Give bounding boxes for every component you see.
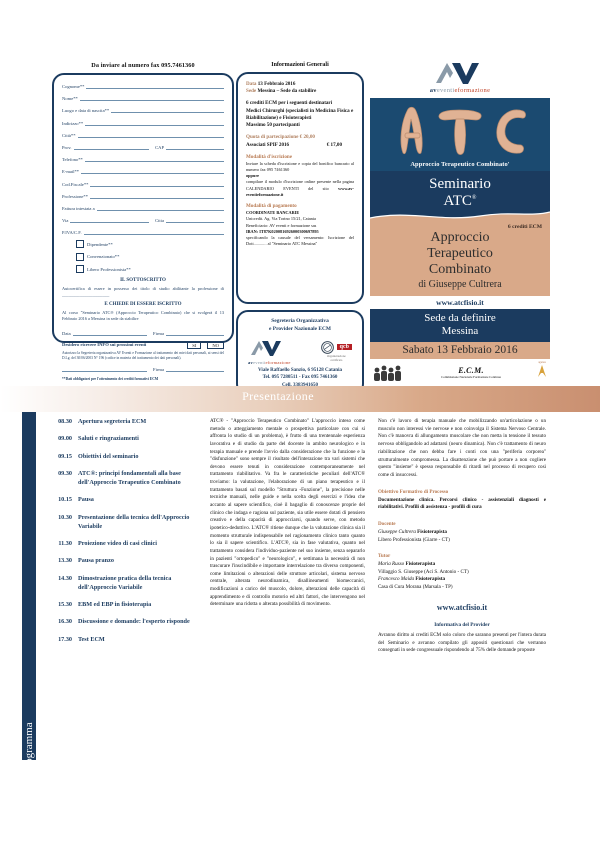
schedule-row (46, 618, 201, 627)
field-luogo-data-nascita[interactable] (62, 106, 224, 113)
field-citta[interactable] (62, 131, 224, 138)
field-label: Nome** (62, 96, 78, 102)
schedule-row (46, 601, 201, 610)
info-iban: IBAN: IT87K0200816926000300697895 (246, 228, 319, 234)
obiettivo-heading: Obiettivo Formativo di Processo (378, 488, 449, 495)
info-quota-row (246, 134, 354, 141)
field-label: Fattura intestata a (62, 205, 95, 211)
checkbox-convenzionato[interactable] (76, 253, 224, 261)
schedule-row (46, 453, 201, 462)
tutor-1-row (378, 561, 546, 569)
checkbox-label: Dipendente** (87, 241, 113, 247)
tutor-1-name: Maria Russo (378, 561, 405, 568)
schedule-text: Saluti e ringraziamenti (78, 435, 139, 443)
schedule-time: 09.00 (58, 435, 72, 443)
obiettivo-text: Documentazione clinica. Percorsi clinico - assistenziali diagnosti e riabilitativi. Profili di assistenza - profili di cura (378, 496, 546, 511)
schedule-row (46, 575, 201, 593)
schedule-row (46, 470, 201, 488)
info-iscrizione-text2 (246, 179, 354, 198)
field-label: Prov. (62, 144, 72, 150)
av-logo (248, 338, 291, 365)
tutor-heading: Tutor (378, 553, 391, 560)
schedule-row (46, 514, 201, 532)
field-prov-cap[interactable] (62, 143, 224, 150)
info-title: Informazioni Generali (271, 62, 329, 68)
input-rule-firma[interactable] (166, 329, 224, 336)
right-text-column (378, 418, 546, 655)
ecm-text-block (406, 366, 536, 379)
input-rule[interactable] (80, 94, 224, 101)
poster-column (370, 60, 550, 384)
chiede-heading: E CHIEDE DI ESSERE ISCRITTO (104, 301, 182, 307)
schedule-text: Test ECM (78, 635, 105, 643)
wave-divider-icon (370, 209, 550, 225)
tutor-2-detail: Casa di Cura Morana (Marsala - TP) (378, 584, 453, 591)
poster-sede-line1: Sede da definire (424, 312, 496, 325)
cert-label-2: certificata (330, 357, 343, 362)
info-oppure: oppure (246, 173, 260, 179)
checkbox-icon[interactable] (76, 240, 84, 248)
registration-form-box[interactable] (52, 73, 234, 382)
sottoscritto-text: Autocertifica di essere in possesso dei titolo di studio abilitante la professione di ______________________ (62, 285, 224, 298)
schedule-time: 16.30 (58, 618, 72, 626)
qcb-logo-icon: qcb (337, 344, 352, 350)
info-data-value: 13 Febbraio 2016 (257, 81, 296, 87)
input-rule-cap[interactable] (166, 143, 224, 150)
info-column (236, 62, 364, 396)
schedule-text: Discussione e domande: l'esperto risponde (78, 618, 190, 626)
info-associati-label: Associati SPIF 2016 (246, 141, 290, 148)
field-label: Cod.Fiscale** (62, 181, 89, 187)
agenas-logo (536, 361, 548, 383)
ecm-people-icon (372, 362, 406, 382)
poster-seminario-line1: Seminario (429, 176, 491, 192)
field-label: E-mail** (62, 169, 80, 175)
info-iscrizione-text: Inviare la scheda d'iscrizione e copia del bonifico bancario al numero fax 095 7461360 (246, 160, 354, 172)
field-label-data: Data (62, 330, 71, 336)
av-logo-text-formazione: eformazione (265, 359, 291, 365)
agenas-icon (536, 364, 548, 378)
schedule-text: Proiezione video di casi clinici (78, 539, 157, 547)
segreteria-phone: Tel. 095 7280511 - Fax 095 7461360 (262, 375, 338, 381)
segreteria-box (236, 310, 364, 396)
field-label-firma: Firma (153, 330, 164, 336)
presentazione-paragraph: ATC® - "Approccio Terapeutico Combinato" L'approccio inteso come metodo o atteggiamento mentale o prospettiva particolare con cui si affronta lo studio di un problema), è frutto di una trentennale esperienza lavorativa e di studio da parte del docente in ambito neurologico e in terapia manuale e prende l'avvio dalla considerazione che la funzione e la "disfunzione" sono sempre il risultato dell'interazione tra vari sistemi che devono essere tenuti in considerazione contemporaneamente nel trattamento riabilitativo. Va fra le caratteristiche peculiari dell'ATC® troviamo: la valutazione, l'elaborazione di un piano terapeutico e il trattamento basati sul modello "Struttura -Funzione", la precisione nelle tecniche manuali, nelle guide e nella scelta degli esercizi e l'idea che accanto al sapere scientifico, cioè il bagaglio di conoscenze proprie del clinico che indaga e ragiona sul paziente, sia utile essere dotati di pensiero creativo e della capacità di approcciarsi, quando serve, con metodo ipotetico-deduttivo. L'ATC® ritiene dunque che la valutazione clinica sia il momento strutturale indispensabile nel ragionamento clinico tanto quanto lo sia il sapere scientifico. L'ATC®, sia in fase valutativa, quanto nel trattamento considera l'individuo-paziente nel suo insieme, senza separarlo in pazienti "ortopedico" e "neurologico", e settimana la necessità di non trascurare l'inscindibile e importante interrelazione tra diverso componenti, come limitazioni o alterazioni delle strutture articolari, sistema nervoso centrale, alterata neurodinamica, disallineamenti biomeccanici, modificazioni a carico del muscolo, dolore, alterazioni delle capacità di apprendimento e di controllo motorio ed altri fattori, che intervengono nel determinare una ridotta o alterata possibilità di movimento. (210, 418, 365, 608)
field-label: Luogo e data di nascita** (62, 108, 110, 114)
checkbox-icon[interactable] (76, 265, 84, 273)
schedule-time: 09.15 (58, 452, 72, 460)
info-coordinate-heading: COORDINATE BANCARIE (246, 210, 300, 216)
field-label: Professione** (62, 193, 89, 199)
schedule-time: 11.30 (58, 539, 72, 547)
field-label-cap: CAP (155, 144, 164, 150)
av-logo-text-av: av (248, 359, 253, 365)
tutor-2-name: Francesco Maida (378, 576, 415, 583)
docente-detail: Libero Professionista (Giarre - CT) (378, 536, 450, 543)
schedule-time: 09.30 (58, 470, 72, 478)
schedule-text: EBM ed EBP in fisioterapia (78, 600, 152, 608)
poster-av-logo (370, 60, 550, 94)
info-crediti-line: 6 crediti ECM per i seguenti destinatari (246, 100, 333, 107)
info-iscrizione-site[interactable]: www.av-eventieformazione.it (246, 185, 354, 197)
poster-date: Sabato 13 Febbraio 2016 (370, 342, 550, 359)
info-iscrizione-text2-body: compilare il modulo d'iscrizione online presente nella pagina CALENDARIO EVENTI del sito (246, 179, 354, 191)
schedule-time: 15.30 (58, 600, 72, 608)
poster-seminario-block (370, 171, 550, 224)
schedule-row (46, 636, 201, 645)
docente-heading: Docente (378, 521, 396, 528)
input-rule[interactable] (111, 106, 224, 113)
input-rule-citta[interactable] (166, 216, 224, 223)
schedule-text: Dimostrazione pratica della tecnica dell'Approccio Variabile (78, 574, 172, 591)
av-logo-icon (248, 338, 288, 358)
ecm-title: E.C.M. (458, 365, 484, 375)
info-massimo: Massimo 50 partecipanti (246, 122, 300, 129)
certification-logos (321, 341, 352, 362)
schedule-row (46, 557, 201, 566)
poster-sede-block (370, 309, 550, 342)
tutor-1-role: Fisioterapista (405, 561, 436, 568)
poster-atc-text: ATC (443, 192, 472, 209)
av-logo-text-eventi: eventi (253, 359, 266, 365)
bottom-section (0, 412, 600, 782)
av-logo-text-av: av (429, 87, 437, 94)
av-logo-text-eventi: eventi (436, 87, 455, 94)
info-sede-line (246, 88, 354, 95)
info-sede-value: Messina – Sede da stabilire (257, 88, 317, 95)
info-causale: specificando la causale del versamento: Iscrizione del Dott............ al "Seminario ATC Messina" (246, 234, 354, 247)
top-section (0, 0, 600, 390)
schedule-text: Pausa pranzo (78, 557, 114, 565)
checkbox-label: Libero Professionista** (87, 266, 131, 272)
schedule-row (46, 418, 201, 427)
info-yes-no-group[interactable] (187, 342, 224, 349)
info-quota-value: € 20,00 (299, 134, 315, 141)
input-rule[interactable] (85, 155, 224, 162)
poster-appr-2: Terapeutico (427, 245, 493, 261)
field-codice-fiscale[interactable] (62, 180, 224, 187)
poster-tagline: Approccio Terapeutico Combinato' (370, 160, 550, 171)
input-rule[interactable] (90, 180, 224, 187)
form-footnote: **Dati obbligatori per l'ottenimento dei crediti formativi ECM (62, 377, 159, 382)
schedule-text: Pausa (78, 496, 94, 504)
schedule-time: 17.30 (58, 635, 72, 643)
field-piva[interactable] (62, 228, 224, 235)
schedule-time: 10.30 (58, 513, 72, 521)
field-indirizzo[interactable] (62, 119, 224, 126)
info-sede-label: Sede (246, 88, 257, 95)
checkbox-icon[interactable] (76, 253, 84, 261)
registered-icon: ® (471, 194, 477, 201)
segreteria-line2: e Provider Nazionale ECM (269, 325, 331, 332)
si-button[interactable]: SI (187, 342, 201, 349)
info-question-label: Desidero ricevere INFO sui prossimi eventi (62, 342, 147, 348)
field-firma-2[interactable] (62, 365, 224, 372)
field-label: Via (62, 218, 69, 224)
poster-approccio-block (370, 224, 550, 297)
info-associati-row (246, 142, 342, 149)
schedule-row (46, 435, 201, 444)
field-label-citta: Citta (155, 218, 164, 224)
checkbox-dipendente[interactable] (76, 240, 224, 248)
poster-crediti: 6 crediti ECM (507, 223, 542, 230)
input-rule[interactable] (90, 192, 224, 199)
programma-sidebar (22, 412, 36, 774)
programma-label: Programma (23, 722, 35, 774)
informativa-text: Avranno diritto ai crediti ECM solo coloro che saranno presenti per l'intera durata del Seminario e avranno compilato gli appositi questionari che verranno consegnati in sede congressuale rispondendo al 75% delle domande proposte (378, 632, 546, 654)
poster-autore: di Giuseppe Cultrera (418, 279, 502, 291)
input-rule[interactable] (78, 131, 224, 138)
schedule-text: Presentazione della tecnica dell'Approccio Variabile (78, 513, 190, 530)
presentazione-body (210, 418, 365, 609)
checkbox-libero-professionista[interactable] (76, 265, 224, 273)
schedule-row (46, 496, 201, 505)
sottoscritto-heading: IL SOTTOSCRITTO (120, 277, 166, 283)
fax-title: Da inviare al numero fax 095.7461360 (91, 62, 195, 69)
poster-appr-3: Combinato (428, 262, 492, 278)
docente-row (378, 529, 546, 537)
info-quota-label: Quota di partecipazione (246, 134, 299, 141)
privacy-text: Autorizzo la Segreteria organizzativa AV Eventi e Formazione al trattamento dei miei dati personali, ai sensi del D.Lg. del 30/06/2003 N° 196 (codice in materia del trattamento dei dati personali). (62, 350, 224, 361)
segreteria-address: Viale Raffaello Sanzio, 6 95128 Catania (258, 367, 342, 373)
input-rule-firma2[interactable] (166, 365, 224, 372)
info-beneficiario: Beneficiario: AV eventi e formazione sas (246, 222, 317, 228)
right-intro-paragraph: Non c'è lavoro di terapia manuale che mobilizzando un'articolazione o un muscolo non interessi vie nervose e non coinvolga il Sistema Nervoso Centrale. Non c'è manovra di allungamento muscolare che non metta in tensione il tessuto nervoso obbligandolo ad adattarsi (neuro dinamica). Non c'è trattamento di neuro riabilitazione che non debba fare i conti con una "periferia corporea" strutturalmente compromessa. La disattenzione che può portare a non cogliere questo "insieme" è spesso responsabile di ritardi nel processo di recupero così come di insuccessi. (378, 418, 546, 479)
field-label: Città** (62, 132, 76, 138)
input-rule-blank[interactable] (62, 365, 147, 372)
schedule-text: Apertura segreteria ECM (78, 418, 147, 425)
field-telefono[interactable] (62, 155, 224, 162)
schedule-text: Obiettivi del seminario (78, 452, 139, 460)
schedule-time: 10.15 (58, 496, 72, 504)
input-rule[interactable] (86, 82, 224, 89)
no-button[interactable]: NO (207, 342, 224, 349)
field-label: Cognome** (62, 84, 85, 89)
field-label-firma2: Firma (153, 367, 164, 373)
input-rule[interactable] (74, 143, 150, 150)
input-rule[interactable] (81, 167, 224, 174)
info-iscrizione-heading: Modalità d'iscrizione (246, 153, 292, 160)
field-label: Telefono** (62, 157, 83, 163)
tutor-2-role: Fisioterapista (415, 576, 446, 583)
field-fattura[interactable] (62, 204, 224, 211)
poster-seminario-line2 (370, 193, 550, 210)
tutor-1-detail: Villaggio S. Giuseppe (Aci S. Antonio - CT) (378, 568, 469, 575)
info-box (236, 72, 364, 304)
field-data-firma[interactable] (62, 329, 224, 336)
info-destinatari: Medici Chirurghi (specialisti in Medicina Fisica e Riabilitazione) e Fisioterapisti (246, 107, 354, 121)
segreteria-line1: Segreteria Organizzativa (271, 318, 329, 324)
atc-hands-image (370, 98, 550, 160)
ecm-footer-row (370, 359, 550, 384)
schedule-time: 08.30 (58, 418, 72, 425)
input-rule[interactable] (84, 228, 224, 235)
field-label: Indirizzo** (62, 120, 84, 126)
chiede-text: Al corso "Seminario ATC® (Approccio Terapeutico Combinato) che si svolgerà il 13 Febbraio 2016 a Messina in sede da stabilire (62, 309, 224, 322)
poster-appr-1: Approccio (430, 229, 490, 245)
schedule-time: 13.30 (58, 557, 72, 565)
input-rule[interactable] (85, 119, 224, 126)
info-data-label: Data (246, 81, 257, 87)
poster-website[interactable]: www.atcfisio.it (370, 296, 550, 309)
field-via-citta[interactable] (62, 216, 224, 223)
right-website[interactable]: www.atcfisio.it (436, 602, 488, 612)
agenas-label: agenas (538, 361, 546, 365)
segreteria-logos (248, 338, 352, 365)
checkbox-label: Convenzionato** (87, 254, 120, 260)
input-rule[interactable] (97, 204, 224, 211)
field-professione[interactable] (62, 192, 224, 199)
registration-form-column (52, 62, 234, 382)
schedule-text: ATC®: principi fondamentali alla base dell'Approccio Terapeutico Combinato (78, 470, 181, 486)
field-nome[interactable] (62, 94, 224, 101)
field-cognome[interactable] (62, 82, 224, 89)
docente-role: Fisioterapista (417, 528, 447, 535)
poster-sede-line2: Messina (441, 325, 479, 338)
av-logo-text-formazione: eformazione (454, 87, 491, 94)
programma-schedule (46, 418, 201, 653)
input-rule[interactable] (70, 216, 149, 223)
cert-label-1: Organizzazione (326, 353, 346, 358)
certification-seal-icon (321, 341, 334, 354)
schedule-row (46, 540, 201, 549)
info-data-line (246, 81, 354, 88)
schedule-time: 14.30 (58, 574, 72, 582)
docente-name: Giuseppe Cultrera (378, 528, 416, 535)
info-banca: Unicredit. Ag. Via Torino 15/21, Catania (246, 216, 316, 222)
informativa-heading: Informativa del Provider (434, 622, 490, 629)
presentazione-heading: Presentazione (242, 389, 314, 403)
ecm-subtitle: Commissione Nazionale Formazione Continua (441, 374, 501, 379)
atc-hand-letters-icon (375, 99, 545, 159)
field-email[interactable] (62, 167, 224, 174)
input-rule-data[interactable] (73, 329, 147, 336)
info-associati-value: € 17,00 (326, 141, 342, 148)
info-pagamento-heading: Modalità di pagamento (246, 203, 297, 210)
av-logo-icon (432, 60, 488, 86)
field-label: P.IVA/C.F. (62, 230, 82, 236)
